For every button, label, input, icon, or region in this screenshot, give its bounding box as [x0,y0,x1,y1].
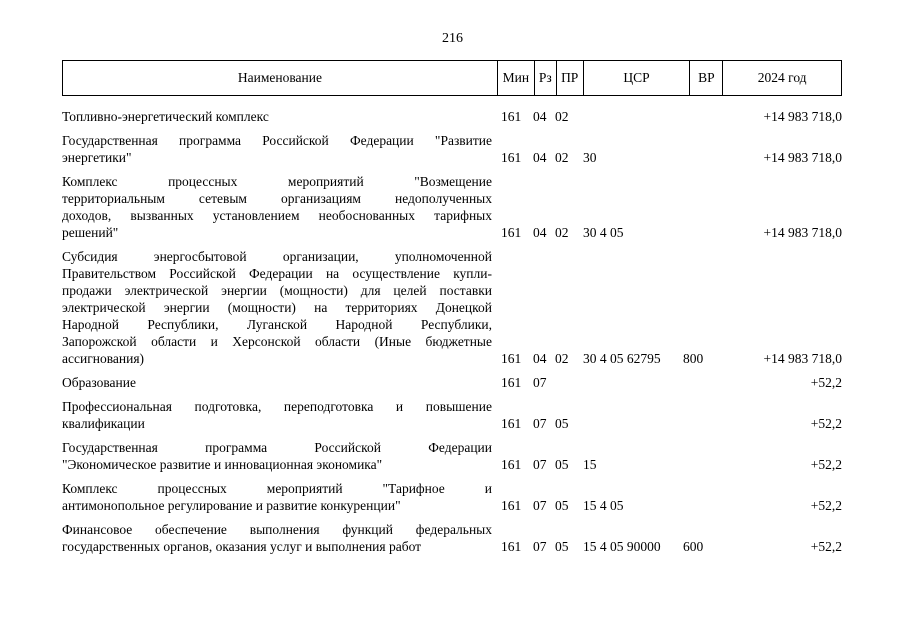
row-rz: 07 [533,457,547,472]
row-name [62,439,492,473]
row-rz: 07 [533,416,547,431]
row-name-line: Народной Республики, Луганской Народной Республики, [62,317,492,332]
header-min: Мин [498,61,535,95]
row-name [62,248,492,367]
row-min: 161 [501,498,522,513]
row-name [62,398,492,432]
row-pr: 05 [555,539,569,554]
table-row [62,480,842,514]
row-min: 161 [501,109,522,124]
row-pr: 02 [555,351,569,366]
row-name-line: "Экономическое развитие и инновационная экономика" [62,457,383,472]
row-rz: 07 [533,375,547,390]
row-csr: 30 4 05 62795 [583,351,661,366]
row-rz: 04 [533,225,547,240]
table-row [62,439,842,473]
row-name-line: Государственная программа Российской Федерации [62,440,492,455]
row-year: +14 983 718,0 [763,225,842,240]
row-rz: 04 [533,109,547,124]
row-name [62,132,492,166]
row-rz: 07 [533,498,547,513]
row-name-line: антимонопольное регулирование и развитие конкуренции" [62,498,401,513]
row-name-line: Топливно-энергетический комплекс [62,109,269,124]
row-min: 161 [501,457,522,472]
row-name [62,480,492,514]
row-pr: 02 [555,109,569,124]
row-name-line: Запорожской области и Херсонской области (Иные бюджетные [62,334,492,349]
header-csr: ЦСР [584,61,691,95]
row-name-line: электрической энергии (мощности) на территориях Донецкой [62,300,492,315]
row-name-line: Правительством Российской Федерации на осуществление купли- [62,266,492,281]
row-name-line: Образование [62,375,136,390]
row-name [62,173,492,241]
row-year: +14 983 718,0 [763,150,842,165]
row-name-line: решений" [62,225,119,240]
table-row [62,248,842,367]
row-name [62,521,492,555]
row-csr: 30 4 05 [583,225,624,240]
row-name-line: территориальным сетевым организациям недополученных [62,191,492,206]
row-name-line: продажи электрической энергии (мощности) для целей поставки [62,283,492,298]
row-year: +52,2 [810,539,842,554]
row-name-line: Финансовое обеспечение выполнения функций федеральных [62,522,492,537]
row-min: 161 [501,225,522,240]
table-body [62,108,842,562]
row-year: +52,2 [810,457,842,472]
row-year: +14 983 718,0 [763,351,842,366]
row-min: 161 [501,539,522,554]
row-min: 161 [501,150,522,165]
table-row [62,173,842,241]
row-vr: 800 [683,351,704,366]
row-year: +14 983 718,0 [763,109,842,124]
row-csr: 15 [583,457,597,472]
row-rz: 04 [533,150,547,165]
header-pr: ПР [557,61,584,95]
row-name-line: Государственная программа Российской Федерации "Развитие [62,133,492,148]
header-vr: ВР [690,61,723,95]
row-year: +52,2 [810,375,842,390]
row-min: 161 [501,375,522,390]
row-pr: 02 [555,150,569,165]
row-name-line: государственных органов, оказания услуг и выполнения работ [62,539,422,554]
row-pr: 05 [555,498,569,513]
row-pr: 05 [555,416,569,431]
table-row [62,398,842,432]
table-row [62,108,842,125]
row-csr: 15 4 05 90000 [583,539,661,554]
row-name-line: квалификации [62,416,145,431]
table-row [62,374,842,391]
row-pr: 05 [555,457,569,472]
table-row [62,521,842,555]
row-rz: 04 [533,351,547,366]
row-name-line: Комплекс процессных мероприятий "Возмещение [62,174,492,189]
row-min: 161 [501,351,522,366]
row-name-line: Профессиональная подготовка, переподготовка и повышение [62,399,492,414]
row-csr: 30 [583,150,597,165]
row-name-line: энергетики" [62,150,132,165]
row-name [62,374,492,391]
page-number: 216 [442,31,463,46]
row-name-line: доходов, вызванных установлением необоснованных тарифных [62,208,492,223]
header-name: Наименование [63,61,498,95]
row-name-line: Субсидия энергосбытовой организации, уполномоченной [62,249,492,264]
row-year: +52,2 [810,498,842,513]
table-row [62,132,842,166]
row-vr: 600 [683,539,704,554]
row-min: 161 [501,416,522,431]
row-name-line: ассигнования) [62,351,145,366]
header-year: 2024 год [757,70,807,85]
row-pr: 02 [555,225,569,240]
row-year: +52,2 [810,416,842,431]
header-rz: Рз [535,61,557,95]
row-rz: 07 [533,539,547,554]
row-csr: 15 4 05 [583,498,624,513]
row-name-line: Комплекс процессных мероприятий "Тарифное и [62,481,492,496]
row-name [62,108,492,125]
table-header [62,60,842,96]
